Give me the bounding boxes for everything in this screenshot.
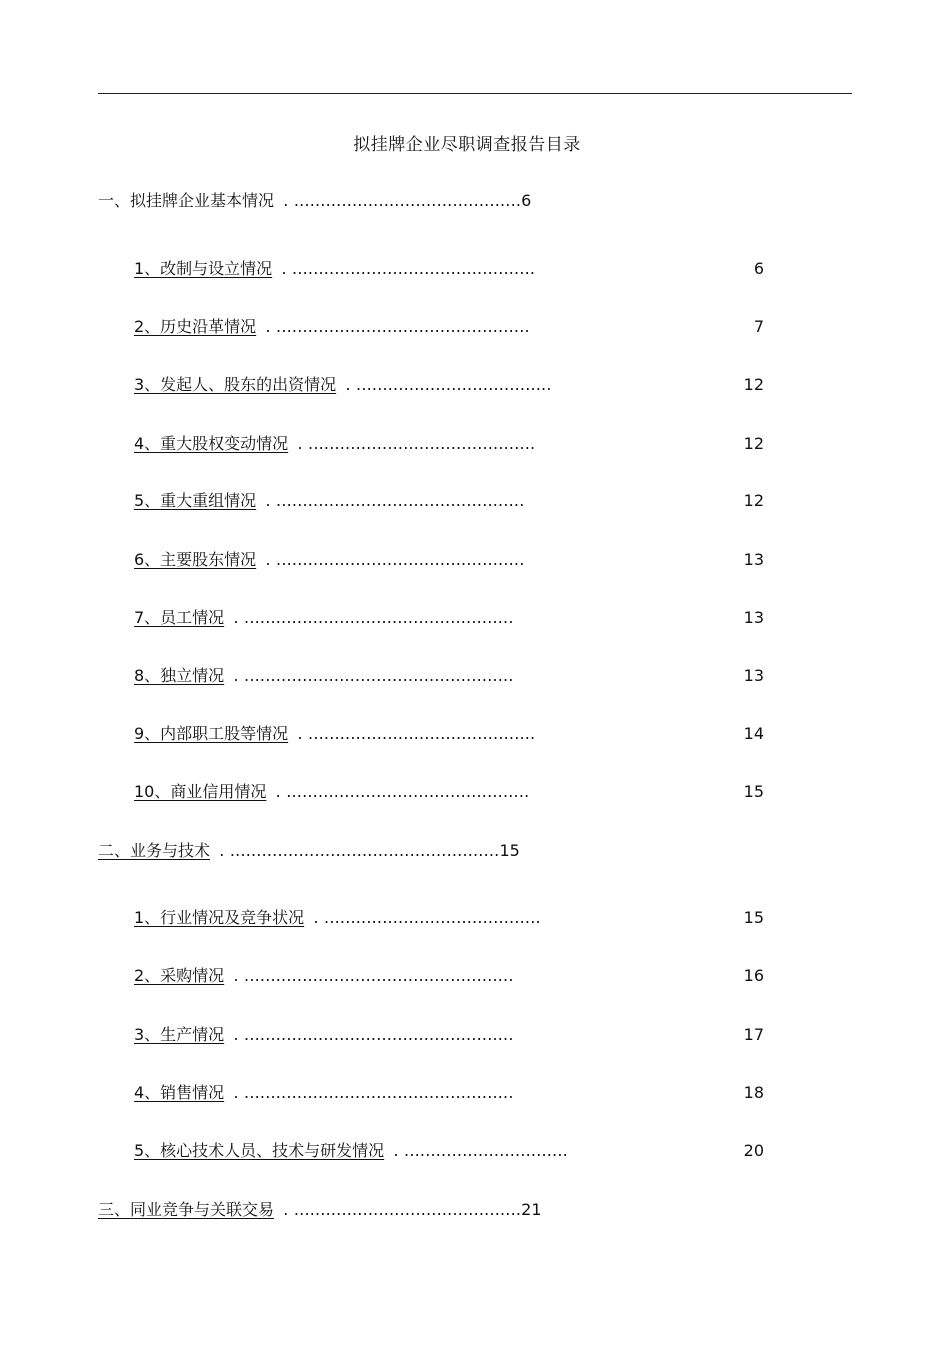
toc-entry-page: 12 xyxy=(743,491,764,510)
top-rule xyxy=(98,93,852,94)
toc-entry-label: 三、同业竞争与关联交易 xyxy=(98,1200,275,1219)
toc-entry-page: 21 xyxy=(521,1200,542,1219)
toc-entry-leader: . ........................................... xyxy=(278,1200,522,1219)
toc-entry-leader: . .............................................. xyxy=(270,782,530,801)
toc-entry[interactable] xyxy=(134,723,535,745)
toc-entry-page: 15 xyxy=(499,841,520,860)
toc-entry-leader: . ............................................... xyxy=(260,550,525,569)
toc-entry-label: 3、发起人、股东的出资情况 xyxy=(134,375,337,394)
toc-entry-page: 12 xyxy=(743,434,764,453)
toc-entry[interactable] xyxy=(134,781,529,803)
toc-entry-page: 14 xyxy=(743,724,764,743)
toc-entry-label: 5、重大重组情况 xyxy=(134,491,257,510)
toc-entry-leader: . ..................................... xyxy=(340,375,552,394)
toc-entry-label: 二、业务与技术 xyxy=(98,841,211,860)
toc-entry-leader: . .............................................. xyxy=(276,259,536,278)
toc-entry-leader: . ................................................ xyxy=(260,317,530,336)
toc-entry-page: 13 xyxy=(743,550,764,569)
toc-entry[interactable] xyxy=(134,1024,514,1046)
toc-entry-page: 6 xyxy=(521,191,532,210)
toc-entry-leader: . ............................................... xyxy=(260,491,525,510)
toc-entry-leader: . ................................................... xyxy=(228,966,514,985)
page-title: 拟挂牌企业尽职调查报告目录 xyxy=(353,135,581,155)
toc-entry-leader: . ................................................... xyxy=(228,666,514,685)
toc-entry-page: 15 xyxy=(743,782,764,801)
toc-entry-label: 1、改制与设立情况 xyxy=(134,259,273,278)
toc-entry[interactable] xyxy=(134,965,514,987)
toc-entry-label: 4、销售情况 xyxy=(134,1083,225,1102)
toc-entry-leader: . ................................................... xyxy=(228,1083,514,1102)
toc-entry-leader: . ................................................... xyxy=(228,608,514,627)
toc-entry-page: 6 xyxy=(753,259,764,278)
toc-entry-label: 8、独立情况 xyxy=(134,666,225,685)
toc-entry-leader: . ................................................... xyxy=(228,1025,514,1044)
toc-entry-page: 13 xyxy=(743,608,764,627)
toc-entry-page: 7 xyxy=(753,317,764,336)
toc-entry[interactable] xyxy=(134,490,524,512)
toc-entry-label: 10、商业信用情况 xyxy=(134,782,267,801)
toc-entry-page: 15 xyxy=(743,908,764,927)
toc-entry-page: 17 xyxy=(743,1025,764,1044)
toc-entry[interactable] xyxy=(134,1140,568,1162)
toc-entry[interactable] xyxy=(134,549,524,571)
toc-entry-label: 2、采购情况 xyxy=(134,966,225,985)
toc-entry-leader: . ........................................... xyxy=(292,434,536,453)
toc-entry-page: 13 xyxy=(743,666,764,685)
toc-entry-label: 一、拟挂牌企业基本情况 xyxy=(98,191,275,210)
toc-entry[interactable] xyxy=(98,840,520,862)
toc-entry-label: 5、核心技术人员、技术与研发情况 xyxy=(134,1141,385,1160)
toc-entry[interactable] xyxy=(134,907,541,929)
toc-entry[interactable] xyxy=(98,190,531,212)
toc-entry-page: 16 xyxy=(743,966,764,985)
toc-entry-page: 18 xyxy=(743,1083,764,1102)
toc-entry[interactable] xyxy=(134,1082,514,1104)
toc-entry-label: 2、历史沿革情况 xyxy=(134,317,257,336)
toc-entry-label: 9、内部职工股等情况 xyxy=(134,724,289,743)
toc-entry[interactable] xyxy=(134,607,514,629)
toc-entry[interactable] xyxy=(134,374,552,396)
toc-entry-leader: . ......................................... xyxy=(308,908,541,927)
toc-entry-leader: . ............................... xyxy=(388,1141,568,1160)
toc-entry-page: 12 xyxy=(743,375,764,394)
toc-entry-leader: . ........................................... xyxy=(292,724,536,743)
toc-entry-label: 3、生产情况 xyxy=(134,1025,225,1044)
toc-entry-label: 4、重大股权变动情况 xyxy=(134,434,289,453)
toc-entry-label: 1、行业情况及竞争状况 xyxy=(134,908,305,927)
toc-entry[interactable] xyxy=(134,316,530,338)
toc-entry-label: 6、主要股东情况 xyxy=(134,550,257,569)
toc-entry[interactable] xyxy=(98,1199,542,1221)
toc-entry[interactable] xyxy=(134,433,535,455)
toc-entry-page: 20 xyxy=(743,1141,764,1160)
toc-entry[interactable] xyxy=(134,258,535,280)
toc-entry-label: 7、员工情况 xyxy=(134,608,225,627)
toc-entry-leader: . ................................................... xyxy=(214,841,500,860)
toc-entry-leader: . ........................................... xyxy=(278,191,522,210)
toc-entry[interactable] xyxy=(134,665,514,687)
